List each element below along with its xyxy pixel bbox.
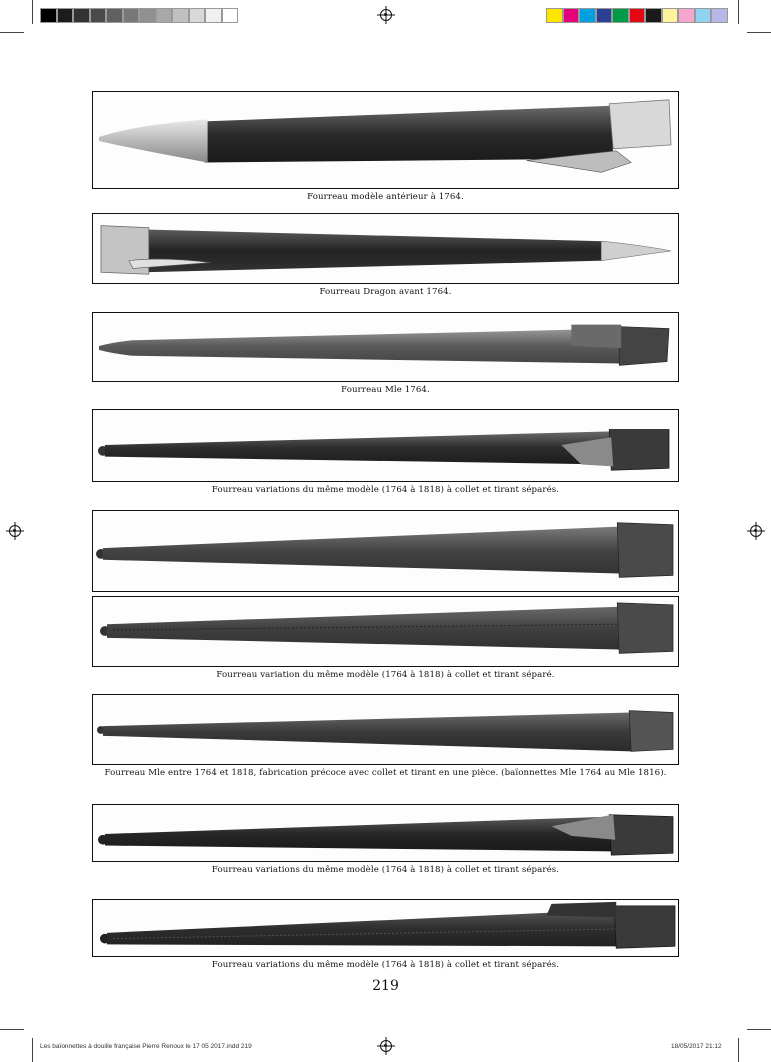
scabbard-photo-5 (92, 510, 679, 592)
trim-mark (0, 1029, 24, 1030)
color-swatch (172, 8, 189, 23)
scabbard-photo-9 (92, 899, 679, 957)
scabbard-photo-8 (92, 804, 679, 862)
scabbard-photo-6 (92, 596, 679, 667)
registration-mark-icon (380, 9, 392, 21)
trim-mark (32, 1038, 33, 1062)
photo-caption: Fourreau variation du même modèle (1764 à 1818) à collet et tirant séparé. (216, 670, 555, 680)
photo-caption: Fourreau Mle entre 1764 et 1818, fabrication précoce avec collet et tirant en une pièce. (baïonnettes Mle 1764 au Mle 1816). (104, 768, 667, 778)
scabbard-photo-7 (92, 694, 679, 765)
photo-caption: Fourreau Mle 1764. (341, 385, 430, 395)
color-swatch (222, 8, 239, 23)
color-swatch (546, 8, 563, 23)
color-swatch (662, 8, 679, 23)
color-swatch (695, 8, 712, 23)
color-swatch (189, 8, 206, 23)
trim-mark (738, 0, 739, 24)
color-swatch (711, 8, 728, 23)
color-swatch (612, 8, 629, 23)
registration-mark-icon (380, 1040, 392, 1052)
photo-caption: Fourreau Dragon avant 1764. (319, 287, 452, 297)
scabbard-photo-3 (92, 312, 679, 382)
color-swatch (57, 8, 74, 23)
trim-mark (747, 32, 771, 33)
print-slug-timestamp: 18/05/2017 21:12 (671, 1043, 722, 1050)
color-calibration-bar (546, 8, 728, 23)
photo-caption: Fourreau modèle antérieur à 1764. (307, 192, 464, 202)
trim-mark (0, 32, 24, 33)
trim-mark (32, 0, 33, 24)
color-swatch (629, 8, 646, 23)
color-swatch (73, 8, 90, 23)
scabbard-photo-4 (92, 409, 679, 482)
color-swatch (106, 8, 123, 23)
print-slug-filename: Les baïonnettes à douille française Pierre Renoux le 17 05 2017.indd 219 (40, 1043, 252, 1050)
color-swatch (678, 8, 695, 23)
color-swatch (90, 8, 107, 23)
scabbard-photo-2 (92, 213, 679, 284)
color-swatch (563, 8, 580, 23)
photo-caption: Fourreau variations du même modèle (1764 à 1818) à collet et tirant séparés. (211, 960, 560, 970)
color-swatch (40, 8, 57, 23)
scabbard-photo-1 (92, 91, 679, 189)
color-swatch (205, 8, 222, 23)
registration-mark-icon (750, 525, 762, 537)
photo-caption: Fourreau variations du même modèle (1764 à 1818) à collet et tirant séparés. (211, 865, 560, 875)
photo-caption: Fourreau variations du même modèle (1764 à 1818) à collet et tirant séparés. (211, 485, 560, 495)
color-swatch (579, 8, 596, 23)
registration-mark-icon (9, 525, 21, 537)
color-swatch (139, 8, 156, 23)
page-number: 219 (372, 978, 399, 994)
color-swatch (596, 8, 613, 23)
color-swatch (645, 8, 662, 23)
grayscale-calibration-bar (40, 8, 238, 23)
color-swatch (156, 8, 173, 23)
trim-mark (738, 1038, 739, 1062)
color-swatch (123, 8, 140, 23)
trim-mark (747, 1029, 771, 1030)
